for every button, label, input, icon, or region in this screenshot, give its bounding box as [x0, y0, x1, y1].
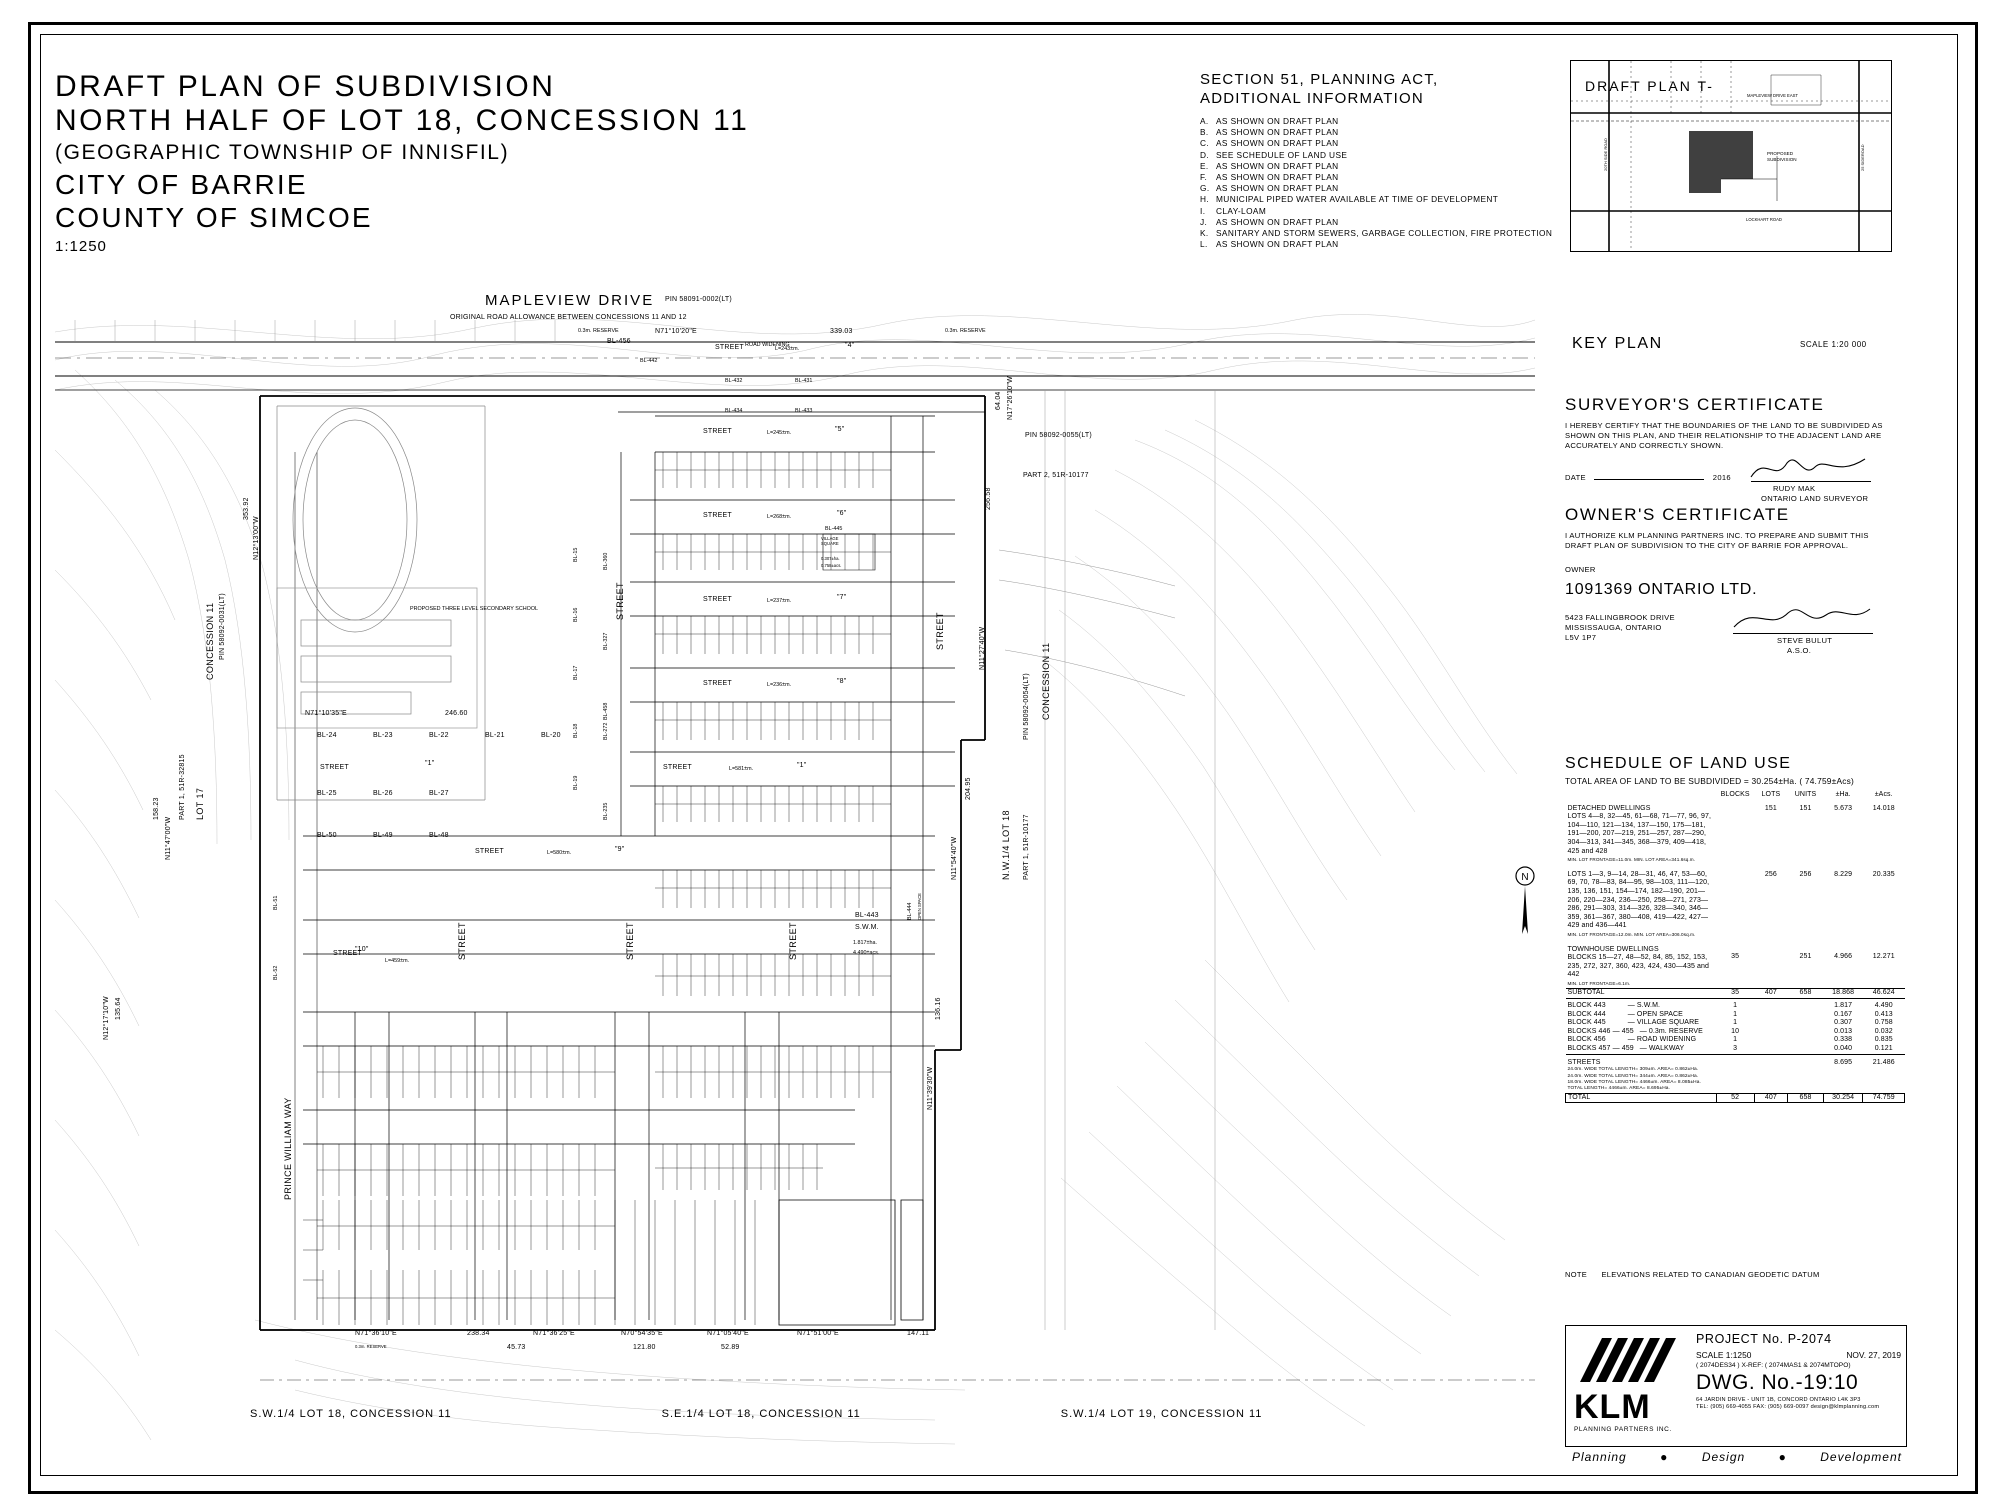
- street-length: L=581±m.: [729, 766, 754, 772]
- block-label: BLOCKS 446 — 455: [1567, 1027, 1634, 1035]
- block-label: BL-27: [429, 790, 449, 797]
- block-use: — S.W.M.: [1627, 1002, 1661, 1010]
- block-ha: 0.167: [1834, 1010, 1853, 1018]
- table-row: [1566, 1028, 1905, 1037]
- klm-address: 64 JARDIN DRIVE - UNIT 1B, CONCORD ONTARIO L4K 3P3: [1696, 1397, 1861, 1403]
- dim-bot-1: 238.34: [467, 1330, 490, 1337]
- date-value: 2016: [1712, 473, 1731, 482]
- block-label: BL-272: [603, 722, 609, 740]
- key-plan-scale: SCALE 1:20 000: [1800, 340, 1867, 349]
- col-acs: ±Acs.: [1874, 791, 1893, 798]
- list-item: C. AS SHOWN ON DRAFT PLAN: [1200, 138, 1339, 149]
- street-vertical-2: STREET: [935, 612, 945, 650]
- block-label: BL-51: [273, 895, 279, 910]
- streets-row: [1566, 1054, 1905, 1093]
- owner-name: 1091369 ONTARIO LTD.: [1565, 581, 1758, 598]
- block-label: BL-18: [573, 723, 579, 738]
- list-item: I. CLAY-LOAM: [1200, 205, 1267, 216]
- lot-left: LOT 17: [195, 787, 205, 820]
- table-row: [1566, 865, 1905, 940]
- block-label: BLOCK 445: [1567, 1019, 1606, 1027]
- dim-right-1: 64.04: [995, 391, 1002, 410]
- bearing-left-1: N12°13'00"W: [253, 516, 260, 560]
- block-label: BL-22: [429, 732, 449, 739]
- swm-block-type: S.W.M.: [855, 924, 879, 931]
- pin-top-right: PIN 58092-0055(LT): [1025, 432, 1092, 439]
- list-item: L. AS SHOWN ON DRAFT PLAN: [1200, 239, 1339, 250]
- street-length: L=243±m.: [775, 346, 800, 352]
- street-number: "7": [837, 594, 847, 601]
- row-ha: 8.229: [1834, 870, 1853, 878]
- street-number: "6": [837, 510, 847, 517]
- plan-title-block: [55, 70, 755, 255]
- block-count: 10: [1731, 1027, 1740, 1035]
- owner-signature-title: A.S.O.: [1787, 646, 1812, 655]
- subtotal-acs: 46.624: [1863, 989, 1905, 999]
- row-ha: 5.673: [1834, 804, 1853, 812]
- street-vertical-3: STREET: [615, 582, 625, 620]
- row-acs: 20.335: [1872, 870, 1895, 878]
- drawing-scale: SCALE 1:1250: [1696, 1350, 1752, 1360]
- street-length: L=245±m.: [767, 430, 792, 436]
- block-ha: 0.013: [1834, 1027, 1853, 1035]
- streets-line: TOTAL LENGTH= 4466±m. AREA= 8.695±Ha.: [1567, 1086, 1670, 1092]
- part-left: PART 1, 51R-32815: [179, 754, 186, 820]
- surveyors-certificate-heading: SURVEYOR'S CERTIFICATE: [1565, 395, 1825, 414]
- bearing-bot-4: N71°05'40"E: [707, 1330, 749, 1337]
- part-top-right: PART 2, 51R-10177: [1023, 472, 1089, 479]
- streets-ha: 8.695: [1823, 1054, 1863, 1093]
- row-note: MIN. LOT FRONTAGE=6.1m.: [1567, 980, 1631, 986]
- row-lots: 256: [1764, 870, 1777, 878]
- block-label: BL-21: [485, 732, 505, 739]
- title-scale: 1:1250: [55, 238, 107, 255]
- bearing-bot-5: N71°51'00"E: [797, 1330, 839, 1337]
- table-row: [1566, 1019, 1905, 1028]
- street-vertical-3b: STREET: [625, 922, 635, 960]
- total-blocks: 52: [1716, 1093, 1754, 1103]
- block-label: BL-50: [317, 832, 337, 839]
- street-number: "1": [425, 760, 435, 767]
- street-number: "8": [837, 678, 847, 685]
- section-51-block: [1200, 70, 1590, 250]
- prince-william-way: PRINCE WILLIAM WAY: [283, 1097, 293, 1200]
- drawing-number: DWG. No.-19:10: [1696, 1371, 1859, 1394]
- road-widening-label: ROAD WIDENING: [745, 342, 790, 348]
- block-label: BL-23: [373, 732, 393, 739]
- owner-address-line-3: L5V 1P7: [1565, 633, 1597, 642]
- row-units: 251: [1799, 952, 1812, 960]
- datum-note: [1565, 1270, 1820, 1280]
- swm-ha: 1.817±ha.: [853, 940, 877, 946]
- streets-acs: 21.486: [1863, 1054, 1905, 1093]
- block-label: BL-458: [603, 702, 609, 720]
- col-lots: LOTS: [1761, 791, 1781, 798]
- col-ha: ±Ha.: [1835, 791, 1851, 798]
- schedule-total-area: TOTAL AREA OF LAND TO BE SUBDIVIDED = 30.254±Ha. ( 74.759±Acs): [1565, 776, 1854, 786]
- title-block: [1565, 1325, 1907, 1447]
- block-label: BL-327: [603, 632, 609, 650]
- block-label: BL-49: [373, 832, 393, 839]
- svg-text:LOCKHART ROAD: LOCKHART ROAD: [1746, 217, 1782, 222]
- street-name: STREET: [703, 596, 732, 603]
- col-blocks: BLOCKS: [1720, 791, 1750, 798]
- table-row: [1566, 940, 1905, 989]
- street-number: "4": [845, 342, 855, 349]
- block-label: BL-19: [573, 775, 579, 790]
- svg-text:PROPOSED: PROPOSED: [1767, 151, 1794, 156]
- street-number: "9": [615, 846, 625, 853]
- klm-logo-subtitle: PLANNING PARTNERS INC.: [1574, 1426, 1672, 1433]
- svg-text:N: N: [1521, 872, 1529, 883]
- surveyor-signature-name: RUDY MAK: [1773, 484, 1816, 493]
- swm-block-label: BL-443: [855, 912, 879, 919]
- dim-mid: 246.60: [445, 710, 468, 717]
- reserve-label: 0.3m. RESERVE: [945, 328, 986, 334]
- block-label: BLOCK 456: [1567, 1036, 1606, 1044]
- block-use: — OPEN SPACE: [1627, 1010, 1683, 1018]
- open-space-type: OPEN SPACE: [917, 893, 922, 920]
- list-item: K. SANITARY AND STORM SEWERS, GARBAGE COLLECTION, FIRE PROTECTION: [1200, 228, 1553, 239]
- block-label: BL-48: [429, 832, 449, 839]
- block-acs: 0.121: [1874, 1045, 1893, 1053]
- quarter-lot-2: S.E.1/4 LOT 18, CONCESSION 11: [661, 1408, 861, 1420]
- bearing-right-6: N11°39'30"W: [927, 1066, 934, 1110]
- row-label: DETACHED DWELLINGS: [1567, 804, 1651, 812]
- street-vertical-11: STREET: [457, 922, 467, 960]
- block-label: BL-360: [603, 552, 609, 570]
- title-line-4: CITY OF BARRIE: [55, 169, 308, 200]
- table-row: [1566, 1045, 1905, 1054]
- north-arrow-icon: [1510, 860, 1540, 940]
- bearing-right-4: N11°54'40"W: [951, 836, 958, 880]
- street-name: STREET: [715, 344, 744, 351]
- row-ha: 4.966: [1834, 952, 1853, 960]
- pin-right: PIN 58092-0054(LT): [1023, 673, 1030, 740]
- street-name: STREET: [320, 764, 349, 771]
- village-square-label: BL-445: [825, 526, 843, 532]
- block-label: BL-16: [573, 607, 579, 622]
- table-row: [1566, 1036, 1905, 1045]
- row-acs: 14.018: [1872, 804, 1895, 812]
- list-item: H. MUNICIPAL PIPED WATER AVAILABLE AT TIME OF DEVELOPMENT: [1200, 194, 1499, 205]
- list-item: F. AS SHOWN ON DRAFT PLAN: [1200, 172, 1339, 183]
- bearing-top: N71°10'20"E: [655, 328, 697, 335]
- section-51-heading-1: SECTION 51, PLANNING ACT,: [1200, 71, 1439, 88]
- row-lots: 151: [1764, 804, 1777, 812]
- block-count: 1: [1733, 1036, 1738, 1044]
- block-label: BL-25: [317, 790, 337, 797]
- street-length: L=236±m.: [767, 682, 792, 688]
- block-label: BL-24: [317, 732, 337, 739]
- list-item: A. AS SHOWN ON DRAFT PLAN: [1200, 116, 1339, 126]
- bearing-bot-2: N71°36'25"E: [533, 1330, 575, 1337]
- reserve-label: 0.3m. RESERVE: [578, 328, 619, 334]
- schedule-heading: SCHEDULE OF LAND USE: [1565, 755, 1792, 772]
- project-number: PROJECT No. P-2074: [1696, 1332, 1832, 1346]
- street-number: "10": [355, 946, 369, 953]
- owner-address-line-1: 5423 FALLINGBROOK DRIVE: [1565, 613, 1675, 622]
- total-units: 658: [1788, 1093, 1824, 1103]
- subtotal-lots: 407: [1754, 989, 1788, 999]
- owners-certificate: [1565, 505, 1895, 683]
- block-456: BL-456: [607, 338, 631, 345]
- street-name: STREET: [703, 428, 732, 435]
- block-count: 3: [1733, 1045, 1738, 1053]
- school-label: PROPOSED THREE LEVEL SECONDARY SCHOOL: [410, 606, 539, 612]
- klm-logo-text: KLM: [1574, 1388, 1651, 1426]
- owner-label: OWNER: [1565, 565, 1596, 574]
- total-lots: 407: [1754, 1093, 1788, 1103]
- street-name: STREET: [703, 680, 732, 687]
- table-row: [1566, 999, 1905, 1011]
- block-label: BL-52: [273, 965, 279, 980]
- bullet-icon: ●: [1778, 1450, 1787, 1464]
- row-units: 151: [1799, 804, 1812, 812]
- col-units: UNITS: [1794, 791, 1817, 798]
- block-acs: 0.413: [1874, 1010, 1893, 1018]
- table-row: [1566, 800, 1905, 865]
- drawing-xref: ( 2074DES34 ) X-REF: ( 2074MAS1 & 2074MTOPO): [1696, 1362, 1851, 1369]
- street-name: STREET: [663, 764, 692, 771]
- row-detail: BLOCKS 15—27, 48—52, 84, 85, 152, 153, 235, 272, 327, 360, 423, 424, 430—435 and 442: [1567, 954, 1709, 979]
- street-name: STREET: [703, 512, 732, 519]
- row-acs: 12.271: [1872, 952, 1895, 960]
- land-use-table: [1565, 791, 1905, 1103]
- streets-label: STREETS: [1567, 1058, 1601, 1066]
- note-label: NOTE: [1565, 1270, 1588, 1279]
- block-label: BLOCK 444: [1567, 1010, 1606, 1018]
- service-planning: Planning: [1572, 1450, 1627, 1464]
- block-use: — WALKWAY: [1639, 1045, 1685, 1053]
- dim-bot-4: 52.89: [721, 1344, 740, 1351]
- row-blocks: 35: [1731, 952, 1740, 960]
- dim-right-2: 256.58: [985, 487, 992, 510]
- svg-text:MAPLEVIEW DRIVE EAST: MAPLEVIEW DRIVE EAST: [1747, 93, 1798, 98]
- dim-bot-3: 121.80: [633, 1344, 656, 1351]
- subdivision-plan-drawing: [55, 292, 1535, 1450]
- street-number: "5": [835, 426, 845, 433]
- block-431: BL-431: [795, 378, 813, 384]
- street-length: L=459±m.: [385, 958, 410, 964]
- block-count: 1: [1716, 999, 1754, 1011]
- block-label: BL-20: [541, 732, 561, 739]
- quarter-lot-3: S.W.1/4 LOT 19, CONCESSION 11: [1060, 1408, 1263, 1420]
- block-442: BL-442: [640, 358, 658, 364]
- section-51-heading-2: ADDITIONAL INFORMATION: [1200, 90, 1424, 107]
- section-51-list: [1200, 116, 1590, 250]
- dim-right-3: 204.95: [965, 777, 972, 800]
- row-lots: [1754, 940, 1788, 989]
- mapleview-sub: ORIGINAL ROAD ALLOWANCE BETWEEN CONCESSIONS 11 AND 12: [450, 314, 687, 321]
- block-use: — ROAD WIDENING: [1627, 1036, 1697, 1044]
- table-subtotal-row: [1566, 989, 1905, 999]
- lot-right: N.W.1/4 LOT 18: [1001, 810, 1011, 880]
- table-header-row: [1566, 791, 1905, 800]
- block-count: 1: [1733, 1010, 1738, 1018]
- row-label: TOWNHOUSE DWELLINGS: [1567, 945, 1659, 953]
- street-number: "1": [797, 762, 807, 769]
- street-length: L=237±m.: [767, 598, 792, 604]
- streets-line: 24.0m. WIDE TOTAL LENGTH= 344±m. AREA= 0.862±Ha.: [1567, 1073, 1699, 1079]
- village-square-ha: 0.307±ha.: [821, 556, 840, 561]
- street-name: STREET: [475, 848, 504, 855]
- block-ha: 0.307: [1834, 1019, 1853, 1027]
- dim-bot-5: 147.11: [907, 1330, 930, 1337]
- block-acs: 4.490: [1863, 999, 1905, 1011]
- road-label-mapleview: MAPLEVIEW DRIVE: [485, 292, 655, 309]
- dim-top: 339.03: [830, 328, 853, 335]
- bearing-right-1: N17°26'10"W: [1007, 376, 1014, 420]
- quarter-lot-1: S.W.1/4 LOT 18, CONCESSION 11: [250, 1408, 452, 1420]
- concession-left: CONCESSION 11: [205, 602, 215, 680]
- schedule-of-land-use: [1565, 755, 1905, 1103]
- part-right: PART 1, 51R-10177: [1023, 814, 1030, 880]
- owner-signature-name: STEVE BULUT: [1777, 636, 1833, 645]
- street-length: L=268±m.: [767, 514, 792, 520]
- block-label: BL-235: [603, 802, 609, 820]
- table-row: [1566, 1011, 1905, 1020]
- block-acs: 0.835: [1874, 1036, 1893, 1044]
- block-label: BLOCKS 457 — 459: [1567, 1045, 1634, 1053]
- street-vertical-12: STREET: [788, 922, 798, 960]
- surveyor-signature-title: ONTARIO LAND SURVEYOR: [1761, 494, 1869, 503]
- date-label: DATE: [1565, 473, 1586, 482]
- dim-right-5: 136.16: [935, 997, 942, 1020]
- subtotal-ha: 18.868: [1823, 989, 1863, 999]
- street-name: STREET: [333, 950, 362, 957]
- list-item: E. AS SHOWN ON DRAFT PLAN: [1200, 160, 1339, 171]
- surveyors-certificate: [1565, 395, 1895, 519]
- block-ha: 0.338: [1834, 1036, 1853, 1044]
- owners-certificate-heading: OWNER'S CERTIFICATE: [1565, 505, 1790, 524]
- bullet-icon: ●: [1660, 1450, 1669, 1464]
- bearing-right-3: N11°27'40"W: [979, 626, 986, 670]
- row-note: MIN. LOT FRONTAGE=11.0m. MIN. LOT AREA=341.6sq.m.: [1567, 857, 1696, 863]
- key-plan-title: DRAFT PLAN T-: [1585, 78, 1714, 94]
- list-item: B. AS SHOWN ON DRAFT PLAN: [1200, 127, 1339, 138]
- row-detail: LOTS 4—8, 32—45, 61—68, 71—77, 96, 97, 104—110, 121—134, 137—150, 175—181, 191—200, 207—219, 251—257, 287—290, 304—313, 341—345, 368—379, 409—418, 425 and 428: [1567, 813, 1711, 855]
- svg-text:25 SIDEROAD: 25 SIDEROAD: [1860, 144, 1865, 171]
- owners-certificate-body: I AUTHORIZE KLM PLANNING PARTNERS INC. TO PREPARE AND SUBMIT THIS DRAFT PLAN OF SUBDIVISION TO THE CITY OF BARRIE FOR APPROVAL.: [1565, 531, 1869, 550]
- drawing-date: NOV. 27, 2019: [1846, 1350, 1901, 1360]
- streets-line: 18.0m. WIDE TOTAL LENGTH= 4466±m. AREA= 8.085±Ha.: [1567, 1080, 1701, 1086]
- key-plan-label: KEY PLAN: [1572, 335, 1663, 352]
- title-line-5: COUNTY OF SIMCOE: [55, 202, 373, 233]
- subtotal-blocks: 35: [1716, 989, 1754, 999]
- block-label: BLOCK 443: [1567, 1002, 1606, 1010]
- open-space-label: BL-444: [907, 902, 913, 920]
- klm-services: [1572, 1450, 1902, 1464]
- dim-bot-2: 45.73: [507, 1344, 526, 1351]
- quarter-lot-labels: [250, 1408, 1550, 1420]
- klm-contact: TEL: (905) 669-4055 FAX: (905) 669-0097 design@klmplanning.com: [1696, 1404, 1880, 1411]
- block-ha: 1.817: [1823, 999, 1863, 1011]
- total-acs: 74.759: [1863, 1093, 1905, 1103]
- table-total-row: [1566, 1093, 1905, 1103]
- dim-left-2: 158.23: [153, 797, 160, 820]
- service-development: Development: [1820, 1450, 1902, 1464]
- subtotal-label: SUBTOTAL: [1566, 989, 1717, 999]
- svg-text:SUBDIVISION: SUBDIVISION: [1767, 157, 1797, 162]
- block-use: — 0.3m. RESERVE: [1639, 1027, 1703, 1035]
- block-432: BL-432: [725, 378, 743, 384]
- street-length: L=580±m.: [547, 850, 572, 856]
- dim-left-1: 353.92: [243, 497, 250, 520]
- owner-address-line-2: MISSISSAUGA, ONTARIO: [1565, 623, 1662, 632]
- page-title: DRAFT PLAN OF SUBDIVISION: [55, 70, 556, 103]
- bearing-bot-3: N70°54'35"E: [621, 1330, 663, 1337]
- block-count: 1: [1733, 1019, 1738, 1027]
- row-note: MIN. LOT FRONTAGE=12.0m. MIN. LOT AREA=306.0sq.m.: [1567, 931, 1696, 937]
- mapleview-pin: PIN 58091-0002(LT): [665, 296, 732, 303]
- row-units: 256: [1799, 870, 1812, 878]
- reserve-label: 0.3m. RESERVE: [355, 1344, 387, 1349]
- swm-acs: 4.490±acs.: [853, 950, 880, 956]
- row-blocks: [1716, 800, 1754, 865]
- block-ha: 0.040: [1834, 1045, 1853, 1053]
- block-label: BL-17: [573, 665, 579, 680]
- service-design: Design: [1701, 1450, 1746, 1464]
- concession-right: CONCESSION 11: [1041, 642, 1051, 720]
- block-label: BL-15: [573, 547, 579, 562]
- row-detail: LOTS 1—3, 9—14, 28—31, 46, 47, 53—60, 69, 70, 78—83, 84—95, 98—103, 111—120, 135, 136, 151, 154—174, 182—190, 201—206, 220—234, 236—250, 258—271, 273—286, 291—303, 314—326, 328—340, 346—359, 361—367, 380—408, 419—422, 427—429 and 436—441: [1567, 870, 1710, 930]
- list-item: D. SEE SCHEDULE OF LAND USE: [1200, 149, 1348, 160]
- streets-line: 24.0m. WIDE TOTAL LENGTH= 309±m. AREA= 0.862±Ha.: [1567, 1067, 1699, 1073]
- title-block-details: [1696, 1332, 1901, 1412]
- bearing-mid: N71°10'35"E: [305, 710, 347, 717]
- note-text: ELEVATIONS RELATED TO CANADIAN GEODETIC DATUM: [1601, 1270, 1820, 1279]
- subtotal-units: 658: [1788, 989, 1824, 999]
- bearing-left-2: N11°47'00"W: [165, 816, 172, 860]
- title-line-2: NORTH HALF OF LOT 18, CONCESSION 11: [55, 104, 750, 137]
- block-use: — VILLAGE SQUARE: [1627, 1019, 1699, 1027]
- surveyors-certificate-body: I HEREBY CERTIFY THAT THE BOUNDARIES OF THE LAND TO BE SUBDIVIDED AS SHOWN ON THIS PLAN, AND THEIR RELATIONSHIP TO THE ADJACENT LAND ARE ACCURATELY AND CORRECTLY SHOWN.: [1565, 421, 1883, 450]
- village-square-type: VILLAGE SQUARE: [821, 536, 839, 546]
- block-acs: 0.032: [1874, 1027, 1893, 1035]
- block-434: BL-434: [725, 408, 743, 414]
- block-acs: 0.758: [1874, 1019, 1893, 1027]
- village-square-acs: 0.758±acs.: [821, 563, 842, 568]
- total-ha: 30.254: [1823, 1093, 1863, 1103]
- block-433: BL-433: [795, 408, 813, 414]
- list-item: G. AS SHOWN ON DRAFT PLAN: [1200, 183, 1339, 194]
- block-label: BL-26: [373, 790, 393, 797]
- pin-left: PIN 58092-0031(LT): [219, 593, 226, 660]
- svg-text:20TH SIDE ROAD: 20TH SIDE ROAD: [1603, 138, 1608, 171]
- list-item: J. AS SHOWN ON DRAFT PLAN: [1200, 216, 1339, 227]
- title-line-3: (GEOGRAPHIC TOWNSHIP OF INNISFIL): [55, 141, 510, 164]
- dim-left-3: 135.64: [115, 997, 122, 1020]
- bearing-left-4: N12°17'10"W: [103, 996, 110, 1040]
- bearing-bot-1: N71°36'10"E: [355, 1330, 397, 1337]
- total-label: TOTAL: [1566, 1093, 1717, 1103]
- row-blocks: [1716, 865, 1754, 940]
